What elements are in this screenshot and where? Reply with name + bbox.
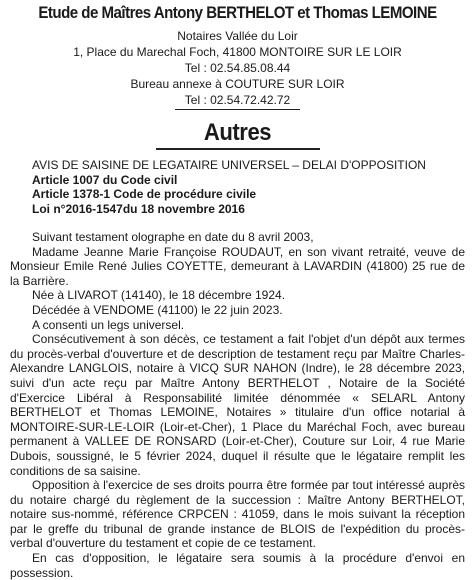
notice-body: [10, 230, 465, 580]
legal-ref-law: Loi n°2016-1547du 18 novembre 2016: [32, 201, 245, 216]
header-divider: [175, 109, 300, 110]
notice-heading-block: [10, 158, 465, 216]
notice-paragraph: Suivant testament olographe en date du 8 avril 2003,: [32, 230, 314, 244]
notice-paragraph: Madame Jeanne Marie Françoise ROUDAUT, en son vivant retraité, veuve de Monsieur Emile René Julies COYETTE, demeurant à LAVARDIN (41800) 25 rue de la Barrière.: [10, 244, 465, 288]
office-address: 1, Place du Marechal Foch, 41800 MONTOIRE SUR LE LOIR: [73, 45, 402, 59]
office-phone: Tel : 02.54.85.08.44: [184, 61, 291, 75]
legal-ref-civil-code: Article 1007 du Code civil: [32, 172, 178, 187]
notice-paragraph: En cas d'opposition, le légataire sera soumis à la procédure d'envoi en possession.: [10, 551, 465, 580]
section-title: Autres: [203, 119, 272, 146]
notice-heading: AVIS DE SAISINE DE LEGATAIRE UNIVERSEL – DELAI D'OPPOSITION: [32, 158, 426, 172]
notice-paragraph: Opposition à l'exercice de ses droits pourra être formée par tout intéressé auprès du notaire chargé du règlement de la succession : Maître Antony BERTHELOT, notaire sus-nommé, référence CRPCEN : 41059, dans le mois suivant la réception par le greffe du tribunal de grande instance de BLOIS de l'expédition du procès-verbal d'ouverture du testament et copie de ce testament.: [10, 478, 465, 551]
notice-paragraph: Consécutivement à son décès, ce testament a fait l'objet d'un dépôt aux termes du procès-verbal d'ouverture et de description de testament reçu par Maître Charles-Alexandre LANGLOIS, notaire à VICQ SUR NAHON (Indre), le 28 décembre 2023, suivi d'un acte reçu par Maître Antony BERTHELOT , Notaire de la Société d'Exercice Libéral à Responsabilité limitée dénommée « SELARL Antony BERTHELOT et Thomas LEMOINE, Notaires » titulaire d'un office notarial à MONTOIRE-SUR-LE-LOIR (Loir-et-Cher), 1 Place du Maréchal Foch, avec bureau permanent à VALLEE DE RONSARD (Loir-et-Cher), Couture sur Loir, 4 rue Marie Dubois, soussigné, le 5 février 2024, duquel il résulte que le légataire remplit les conditions de sa saisine.: [10, 332, 465, 478]
office-contact-block: [10, 28, 465, 108]
notice-paragraph: Née à LIVAROT (14140), le 18 décembre 1924.: [32, 288, 286, 303]
notice-paragraph: A consenti un legs universel.: [32, 317, 185, 332]
annex-office: Bureau annexe à COUTURE SUR LOIR: [130, 77, 345, 91]
annex-phone: Tel : 02.54.72.42.72: [184, 93, 291, 107]
office-title: Etude de Maîtres Antony BERTHELOT et Thomas LEMOINE: [38, 4, 437, 22]
section-title-underline: [156, 148, 320, 150]
legal-ref-civil-procedure: Article 1378-1 Code de procédure civile: [32, 187, 257, 201]
notice-paragraph: Décédée à VENDOME (41100) le 22 juin 2023.: [32, 302, 283, 317]
office-name: Notaires Vallée du Loir: [177, 29, 298, 43]
